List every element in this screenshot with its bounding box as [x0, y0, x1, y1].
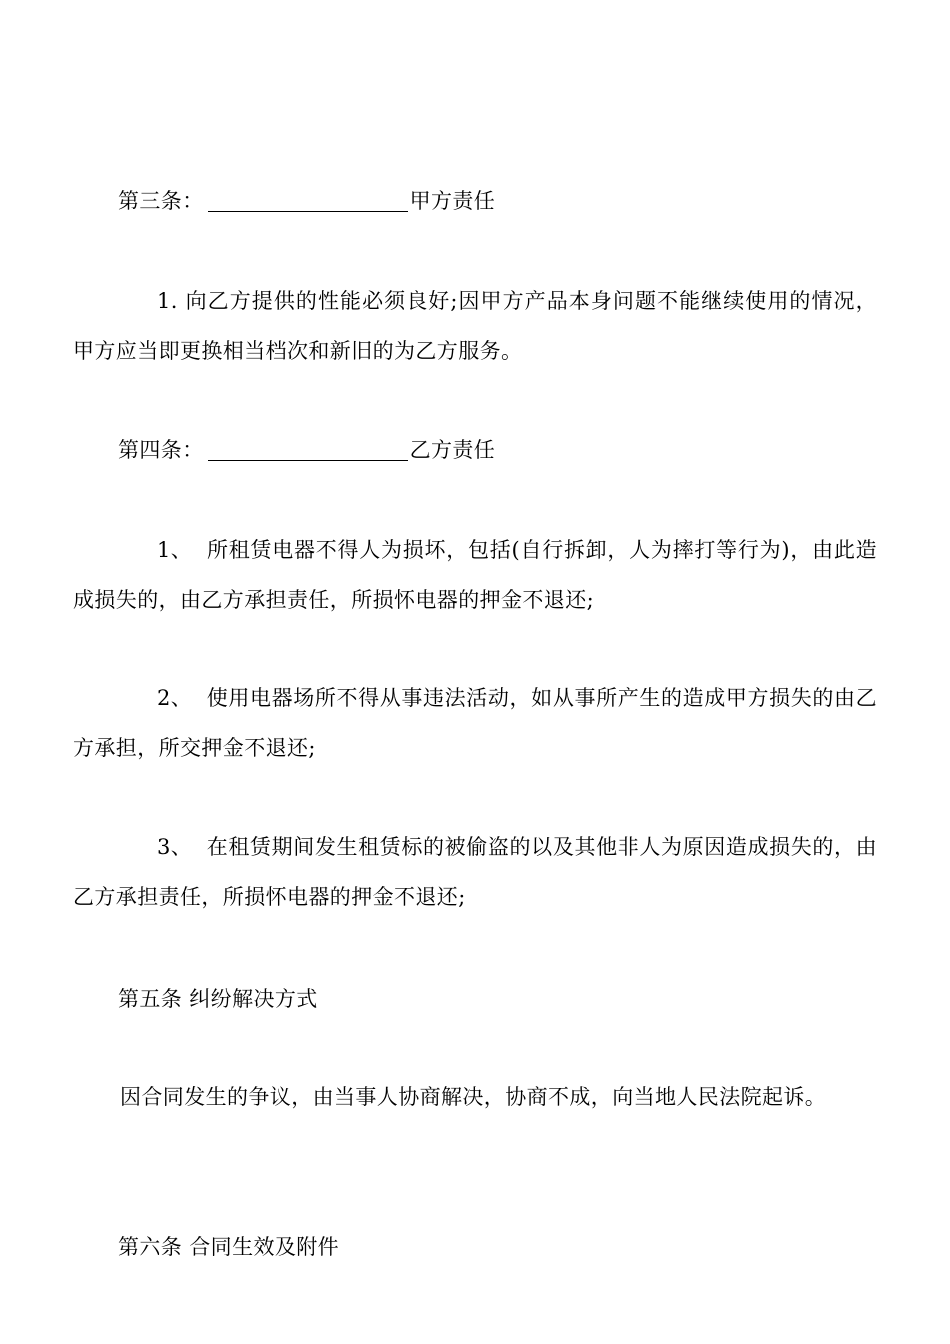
- article-4-title: 乙方责任: [409, 438, 496, 462]
- article-4-item-1: [73, 525, 877, 625]
- item-text: 在租赁期间发生租赁标的被偷盗的以及其他非人为原因造成损失的，由乙方承担责任，所损怀电器的押金不退还;: [73, 835, 877, 909]
- item-text: 使用电器场所不得从事违法活动，如从事所产生的造成甲方损失的由乙方承担，所交押金不退还;: [73, 686, 877, 760]
- article-4-label: 第四条：: [118, 438, 204, 462]
- article-4-heading: [118, 435, 495, 465]
- article-3-label: 第三条：: [118, 189, 204, 213]
- article-3-heading: [118, 186, 495, 216]
- article-4-blank-line: [208, 438, 408, 461]
- article-4-item-2: [73, 673, 877, 773]
- article-3-blank-line: [208, 189, 408, 212]
- article-5-body: 因合同发生的争议，由当事人协商解决，协商不成，向当地人民法院起诉。: [120, 1085, 827, 1109]
- item-text: 所租赁电器不得人为损坏，包括(自行拆卸，人为摔打等行为)，由此造成损失的，由乙方承担责任，所损怀电器的押金不退还;: [73, 538, 878, 612]
- article-3-item-1: [73, 276, 877, 376]
- item-number: 1、: [157, 538, 193, 562]
- article-4-item-3: [73, 822, 877, 922]
- article-3-title: 甲方责任: [409, 189, 496, 213]
- item-number: 1.: [157, 289, 178, 313]
- article-6-heading: 第六条 合同生效及附件: [118, 1235, 340, 1259]
- item-number: 2、: [157, 686, 193, 710]
- item-text: 向乙方提供的性能必须良好;因甲方产品本身问题不能继续使用的情况，甲方应当即更换相当档次和新旧的为乙方服务。: [73, 289, 878, 363]
- article-5-heading: 第五条 纠纷解决方式: [118, 987, 318, 1011]
- item-number: 3、: [157, 835, 193, 859]
